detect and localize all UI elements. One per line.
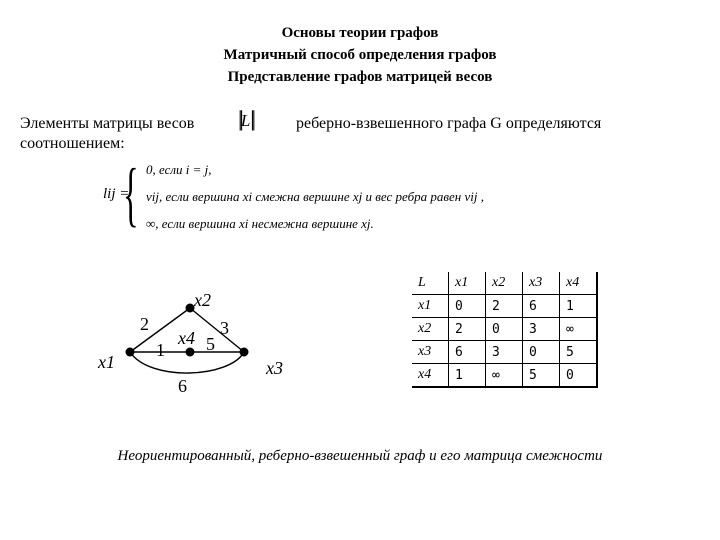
table-header-row: [412, 272, 597, 295]
table-cell: 3: [486, 341, 523, 364]
table-cell: 2: [486, 295, 523, 318]
figure-caption: Неориентированный, реберно-взвешенный граф и его матрица смежности: [117, 448, 603, 464]
table-header-cell: x3: [523, 272, 560, 295]
title-line-2: Матричный способ определения графов: [223, 47, 497, 63]
matrix-symbol: ||L||: [238, 106, 254, 131]
table-cell: 0: [449, 295, 486, 318]
weight-matrix-table: [412, 272, 598, 388]
table-header-cell: x4: [560, 272, 598, 295]
table-cell: 3: [523, 318, 560, 341]
table-row: [412, 318, 597, 341]
table-cell: 6: [449, 341, 486, 364]
weight-formula: [103, 154, 563, 240]
table-row-header: x3: [412, 341, 449, 364]
weighted-graph: [90, 282, 310, 402]
table-cell: 1: [560, 295, 598, 318]
title-block: [0, 22, 720, 88]
table-row: [412, 364, 597, 388]
edge-weight-x2-x3: 3: [220, 318, 229, 338]
vertex-x1: [126, 348, 135, 357]
table-cell: ∞: [560, 318, 598, 341]
formula-case-3: ∞, если вершина xi несмежна вершине xj.: [146, 216, 374, 231]
table-cell: 0: [560, 364, 598, 388]
table-cell: 0: [486, 318, 523, 341]
edge-weight-x1-x4: 1: [156, 340, 165, 360]
formula-case-2: vij, если вершина xi смежна вершине xj и вес ребра равен vij ,: [146, 189, 484, 204]
vertex-x4: [186, 348, 195, 357]
intro-text-3: соотношением:: [20, 135, 125, 152]
table-row: [412, 295, 597, 318]
intro-text-2: реберно-взвешенного графа G определяются: [296, 115, 602, 132]
vertex-label-x4: x4: [178, 328, 195, 348]
edge-x2-x3: [190, 308, 244, 352]
vertex-label-x1: x1: [98, 352, 115, 372]
title-line-3: Представление графов матрицей весов: [227, 69, 493, 85]
table-cell: 5: [560, 341, 598, 364]
formula-case-1: 0, если i = j,: [146, 162, 212, 177]
edge-weight-x4-x3: 5: [206, 334, 215, 354]
table-row: [412, 341, 597, 364]
edge-weight-x1-x2: 2: [140, 314, 149, 334]
table-cell: 6: [523, 295, 560, 318]
formula-brace: {: [123, 154, 139, 234]
table-row-header: x2: [412, 318, 449, 341]
table-row-header: x1: [412, 295, 449, 318]
table-cell: ∞: [486, 364, 523, 388]
table-header-cell: L: [412, 272, 449, 295]
vertex-x3: [240, 348, 249, 357]
table-cell: 2: [449, 318, 486, 341]
edge-weight-x1-x3: 6: [178, 376, 187, 396]
table-cell: 1: [449, 364, 486, 388]
table-cell: 5: [523, 364, 560, 388]
vertex-label-x2: x2: [194, 290, 211, 310]
table-header-cell: x2: [486, 272, 523, 295]
title-line-1: Основы теории графов: [281, 25, 439, 41]
formula-lhs: lij =: [103, 186, 130, 202]
vertex-label-x3: x3: [266, 358, 283, 378]
table-cell: 0: [523, 341, 560, 364]
table-row-header: x4: [412, 364, 449, 388]
table-header-cell: x1: [449, 272, 486, 295]
intro-text-1: Элементы матрицы весов: [20, 115, 195, 132]
